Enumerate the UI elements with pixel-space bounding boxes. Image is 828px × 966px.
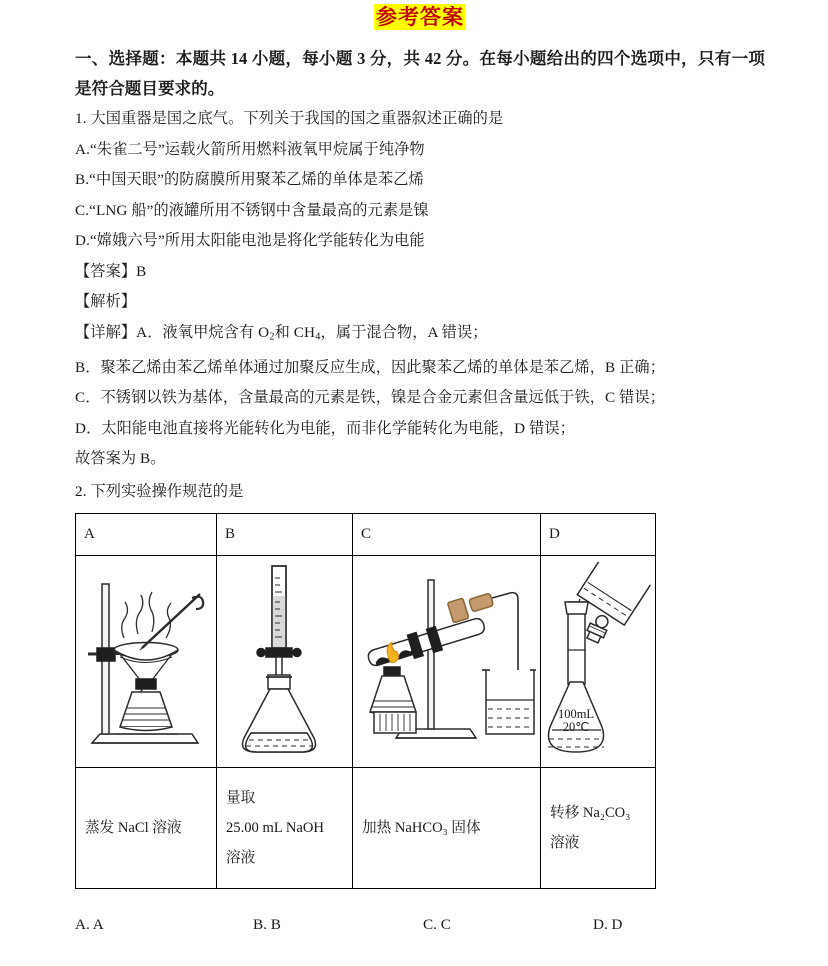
figure-c-heated-test-tube (353, 556, 540, 767)
question-1-option-b: B.“中国天眼”的防腐膜所用聚苯乙烯的单体是苯乙烯 (75, 171, 424, 188)
page-content (75, 0, 765, 937)
detail-a-suffix: ，属于混合物，A 错误； (320, 323, 488, 341)
experiment-options-table (75, 513, 656, 889)
table-caption-row (76, 768, 656, 889)
question-1-detail-a (75, 318, 765, 353)
flask-temperature-label: 20℃ (562, 719, 590, 734)
volumetric-flask-transfer-diagram-icon (544, 562, 652, 762)
table-figure-row (76, 556, 656, 768)
burette-conical-flask-diagram-icon (226, 562, 344, 762)
caption-cell-a (76, 768, 217, 889)
question-1-option-a: A.“朱雀二号”运载火箭所用燃料液氧甲烷属于纯净物 (75, 140, 425, 158)
test-tube-heating-gas-collection-diagram-icon (358, 562, 536, 762)
question-1-detail-b: B．聚苯乙烯由苯乙烯单体通过加聚反应生成，因此聚苯乙烯的单体是苯乙烯，B 正确； (75, 358, 665, 376)
question-1-detail-d: D．太阳能电池直接将光能转化为电能，而非化学能转化为电能，D 错误； (75, 419, 575, 437)
caption-cell-c (353, 768, 541, 889)
question-1-analysis-label: 【解析】 (75, 293, 137, 310)
figure-cell-d (541, 556, 656, 768)
evaporating-dish-diagram-icon (80, 562, 212, 762)
caption-cell-d (541, 768, 656, 889)
question-2-option-d: D. D (593, 916, 623, 934)
table-header-c: C (353, 514, 541, 556)
figure-d-volumetric-flask (541, 556, 655, 767)
question-1-option-c: C.“LNG 船”的液罐所用不锈钢中含量最高的元素是镍 (75, 201, 429, 219)
title-row (75, 0, 765, 34)
question-2-option-c: C. C (423, 916, 451, 934)
caption-d-line-1: 转移 Na₂CO₃ (550, 805, 631, 822)
caption-b-line-1: 量取 (226, 790, 256, 807)
detail-a-prefix: 【详解】A．液氧甲烷含有 O (75, 323, 270, 341)
figure-cell-a (76, 556, 217, 768)
table-header-a: A (76, 514, 217, 556)
caption-b-line-2: 25.00 mL NaOH (226, 820, 324, 837)
table-header-row (76, 514, 656, 556)
question-2-options-row (75, 913, 765, 937)
question-1-stem: 1. 大国重器是国之底气。下列关于我国的国之重器叙述正确的是 (75, 110, 504, 127)
question-2-stem: 2. 下列实验操作规范的是 (75, 482, 244, 500)
section-heading: 一、选择题：本题共 14 小题，每小题 3 分，共 42 分。在每小题给出的四个选项中，只有一项是符合题目要求的。 (75, 49, 765, 98)
question-2-option-a: A. A (75, 916, 104, 934)
page-title: 参考答案 (376, 5, 464, 29)
question-2-option-b: B. B (253, 916, 281, 934)
flask-volume-label: 100mL (557, 706, 595, 721)
detail-a-subscript-1: 2 (269, 331, 275, 343)
detail-a-subscript-2: 4 (315, 331, 321, 343)
table-header-d: D (541, 514, 656, 556)
figure-cell-b (217, 556, 353, 768)
figure-b-burette-flask (217, 556, 352, 767)
caption-b-line-3: 溶液 (226, 850, 256, 867)
figure-cell-c (353, 556, 541, 768)
question-1-conclusion: 故答案为 B。 (75, 450, 166, 468)
caption-d-line-2: 溶液 (550, 835, 580, 852)
question-1-detail-c: C．不锈钢以铁为基体，含量最高的元素是铁，镍是合金元素但含量远低于铁，C 错误； (75, 389, 665, 407)
caption-cell-b (217, 768, 353, 889)
question-1-option-d: D.“嫦娥六号”所用太阳能电池是将化学能转化为电能 (75, 232, 425, 249)
figure-a-evaporating-dish (76, 556, 216, 767)
table-header-b: B (217, 514, 353, 556)
experiment-table-wrapper (75, 513, 655, 889)
caption-a-line-1: 蒸发 NaCl 溶液 (85, 820, 182, 837)
caption-c-line-1: 加热 NaHCO₃ 固体 (362, 820, 481, 837)
question-1-answer: 【答案】B (75, 262, 147, 280)
detail-a-mid: 和 CH (274, 323, 316, 341)
